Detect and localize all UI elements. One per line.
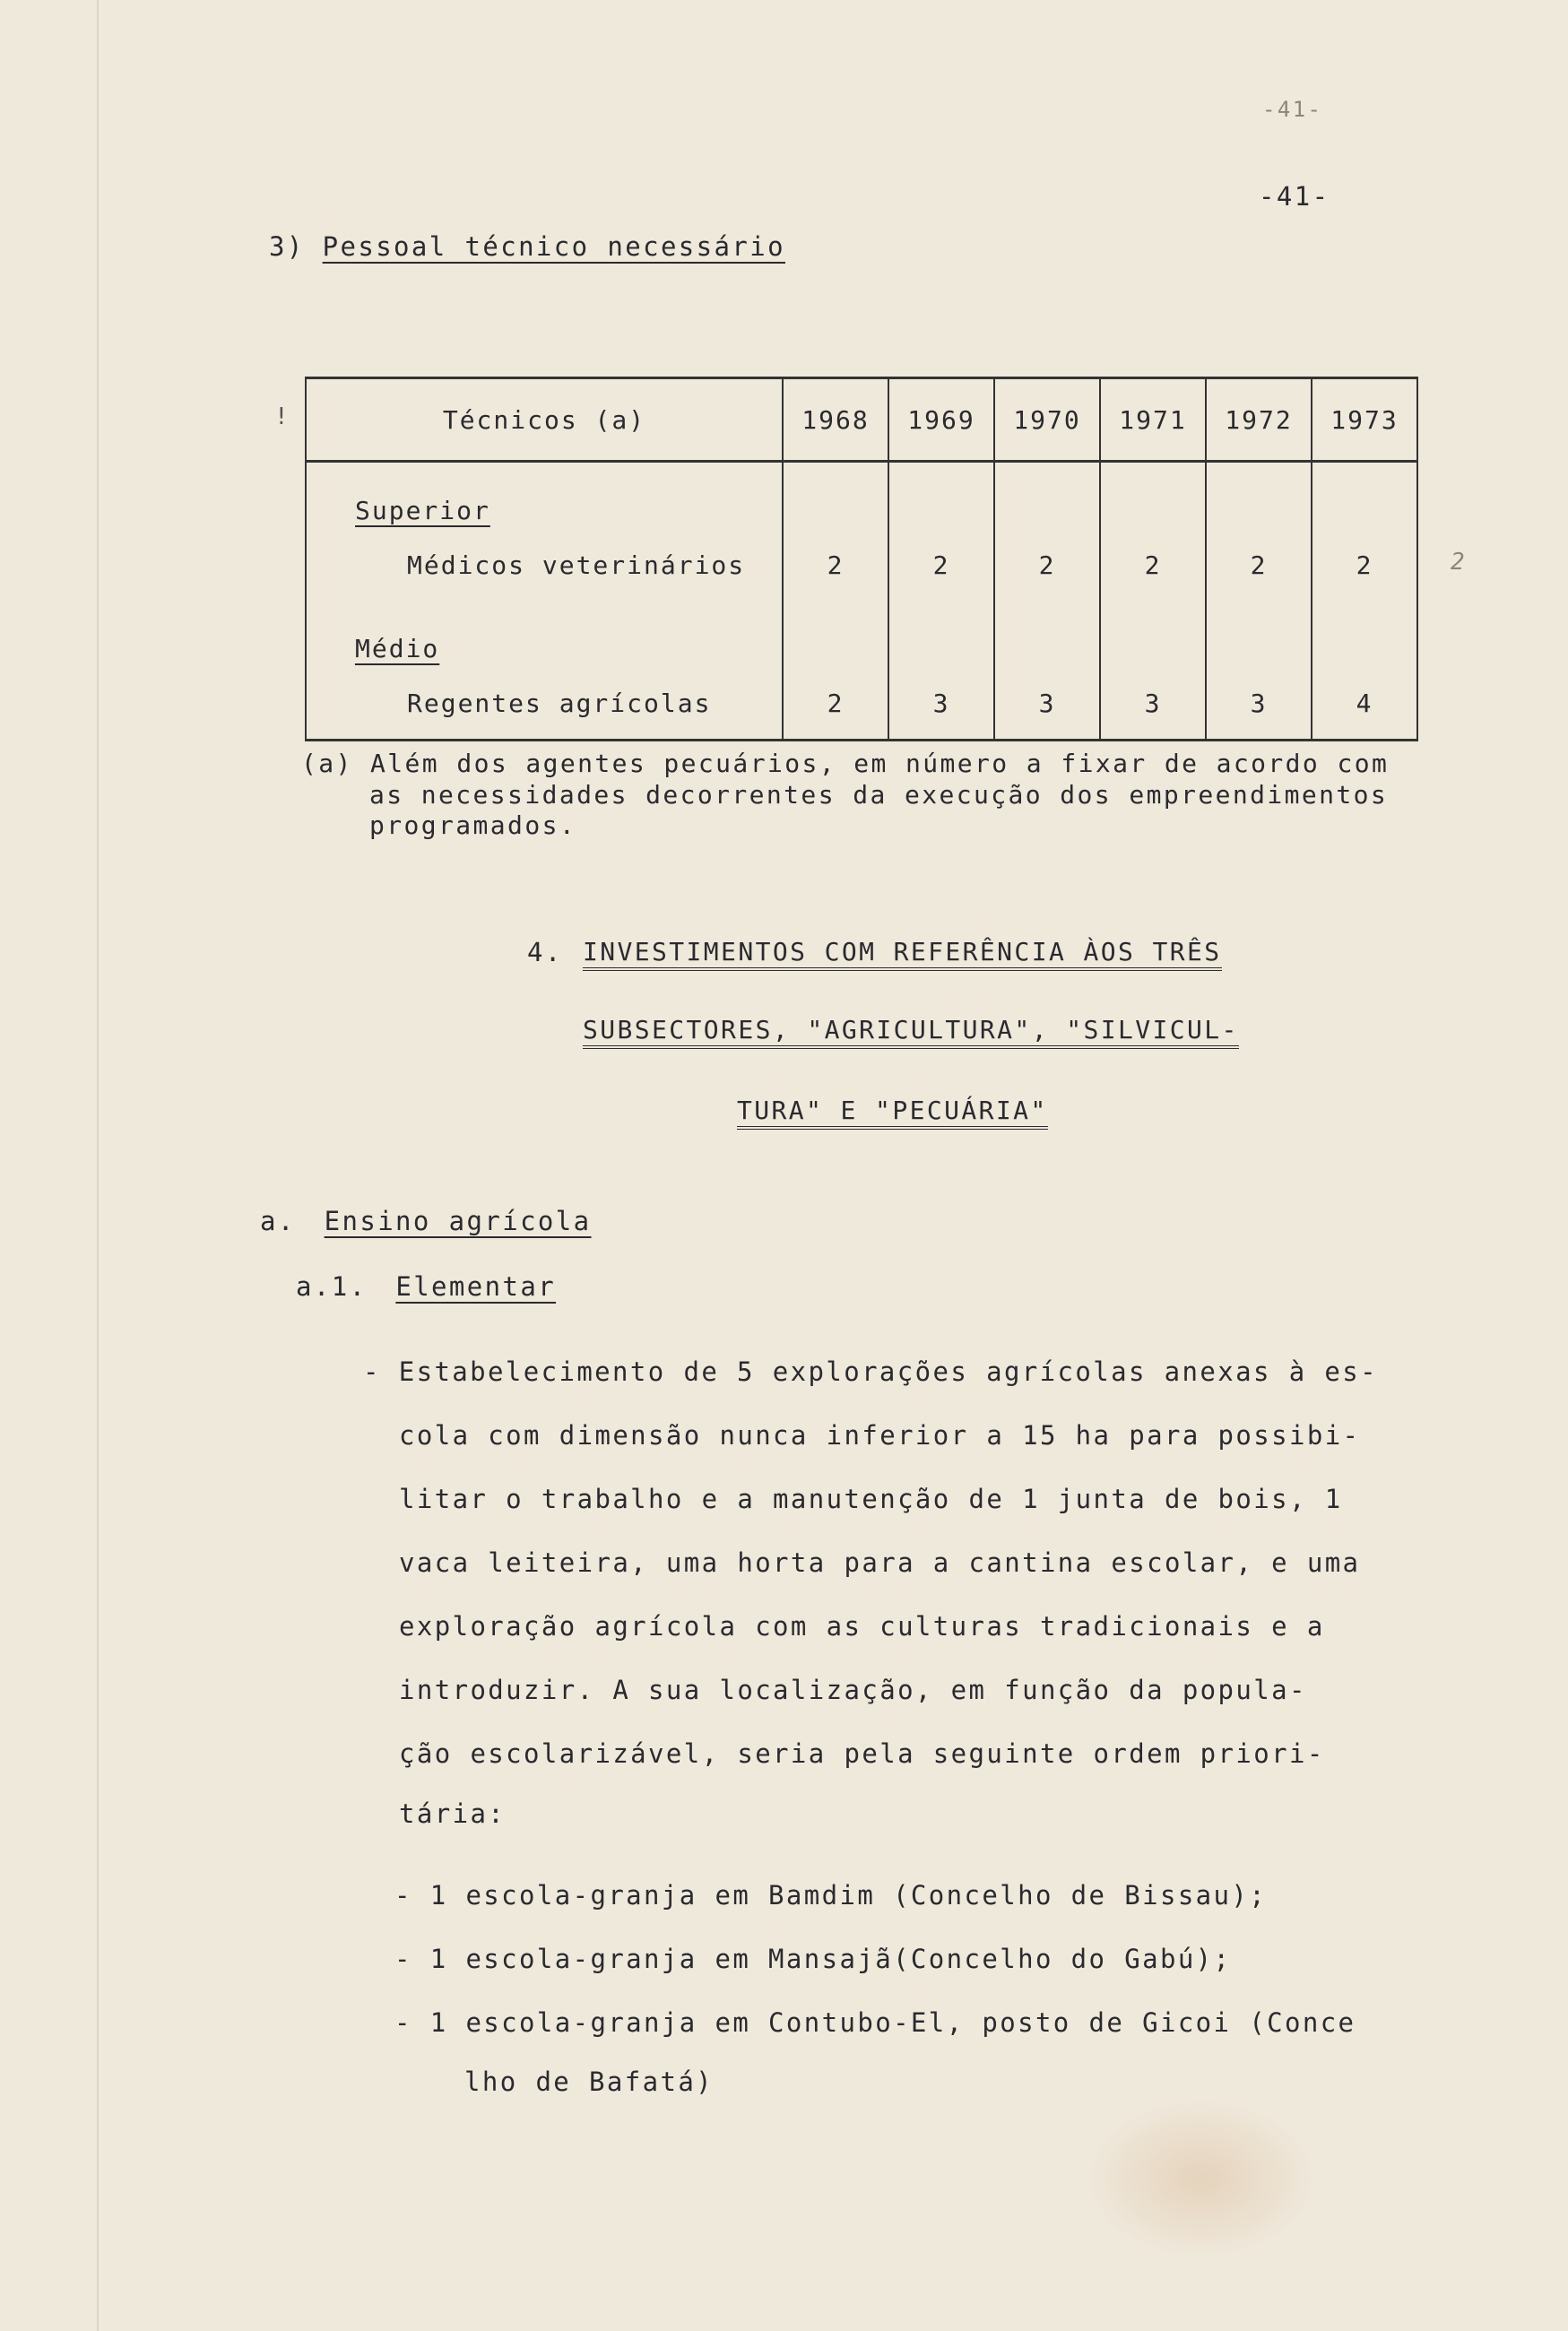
year-header: 1968 [783, 378, 888, 462]
heading-4-line-3-text: TURA" E "PECUÁRIA" [737, 1096, 1048, 1130]
heading-4-line-1-text: INVESTIMENTOS COM REFERÊNCIA ÀOS TRÊS [583, 937, 1222, 971]
body-line: litar o trabalho e a manutenção de 1 junta de bois, 1 [399, 1484, 1343, 1514]
category-cell [306, 462, 783, 530]
table-cell: 2 [783, 667, 888, 741]
table-cell: 3 [1100, 667, 1206, 741]
category-cell [306, 601, 783, 667]
category-medio: Médio [355, 634, 440, 663]
table-cell: 2 [783, 529, 888, 601]
margin-line [97, 0, 99, 2331]
role-medicos: Médicos veterinários [407, 550, 746, 580]
header-label-text: Técnicos (a) [442, 404, 646, 435]
section-a-title: Ensino agrícola [324, 1206, 592, 1236]
table-cell: 3 [888, 667, 994, 741]
category-superior: Superior [355, 496, 490, 525]
body-line: introduzir. A sua localização, em função da popula- [399, 1675, 1307, 1705]
body-line: - Estabelecimento de 5 explorações agrícolas anexas à es- [363, 1356, 1378, 1387]
page-number: -41- [1259, 181, 1330, 212]
table-cell: 2 [1312, 529, 1417, 601]
year-header: 1969 [888, 378, 994, 462]
section-a1-title: Elementar [395, 1271, 557, 1302]
margin-annotation: 2 [1451, 549, 1465, 576]
footnote-line-2: as necessidades decorrentes da execução dos empreendimentos [369, 780, 1389, 810]
heading-4-number: 4. [527, 937, 563, 967]
table-header-label [306, 378, 783, 462]
heading-4-line-3 [737, 1096, 1048, 1125]
role-regentes: Regentes agrícolas [407, 688, 712, 718]
section-a-label: a. [260, 1206, 296, 1236]
table-cell: 2 [1206, 529, 1312, 601]
section-3-label: 3) [269, 231, 305, 262]
year-header: 1971 [1100, 378, 1206, 462]
body-line: exploração agrícola com as culturas tradicionais e a [399, 1611, 1325, 1642]
page-number-faint: -41- [1262, 97, 1323, 122]
year-header: 1973 [1312, 378, 1417, 462]
table-cell: 2 [888, 529, 994, 601]
role-cell [306, 529, 783, 601]
table-cell: 2 [1100, 529, 1206, 601]
section-3-heading [269, 231, 785, 262]
table-cell: 3 [1206, 667, 1312, 741]
list-item: - 1 escola-granja em Contubo-El, posto de Gicoi (Conce [394, 2007, 1356, 2038]
body-line: tária: [399, 1798, 507, 1829]
body-line: ção escolarizável, seria pela seguinte ordem priori- [399, 1738, 1325, 1769]
section-a1-label: a.1. [296, 1271, 368, 1302]
table-cell: 2 [994, 529, 1100, 601]
year-header: 1970 [994, 378, 1100, 462]
section-a-heading [260, 1206, 592, 1236]
table-cell: 4 [1312, 667, 1417, 741]
body-line: vaca leiteira, uma horta para a cantina escolar, e uma [399, 1547, 1361, 1578]
section-a1-heading [296, 1271, 556, 1302]
heading-4-line-1 [583, 937, 1222, 966]
list-item: lho de Bafatá) [464, 2067, 715, 2097]
footnote-line-3: programados. [369, 810, 577, 840]
body-line: cola com dimensão nunca inferior a 15 ha para possibi- [399, 1420, 1361, 1451]
paper-stain [1085, 2098, 1318, 2259]
heading-4-line-2 [583, 1015, 1239, 1044]
technicians-table [305, 377, 1418, 741]
year-header: 1972 [1206, 378, 1312, 462]
list-item: - 1 escola-granja em Mansajã(Concelho do Gabú); [394, 1944, 1232, 1974]
heading-4-line-2-text: SUBSECTORES, "AGRICULTURA", "SILVICUL- [583, 1015, 1239, 1049]
list-item: - 1 escola-granja em Bamdim (Concelho de Bissau); [394, 1880, 1268, 1911]
section-3-title: Pessoal técnico necessário [322, 231, 785, 262]
footnote-line-1: (a) Além dos agentes pecuários, em número a fixar de acordo com [301, 749, 1390, 778]
table-cell: 3 [994, 667, 1100, 741]
margin-mark: ! [274, 403, 289, 430]
role-cell [306, 667, 783, 741]
